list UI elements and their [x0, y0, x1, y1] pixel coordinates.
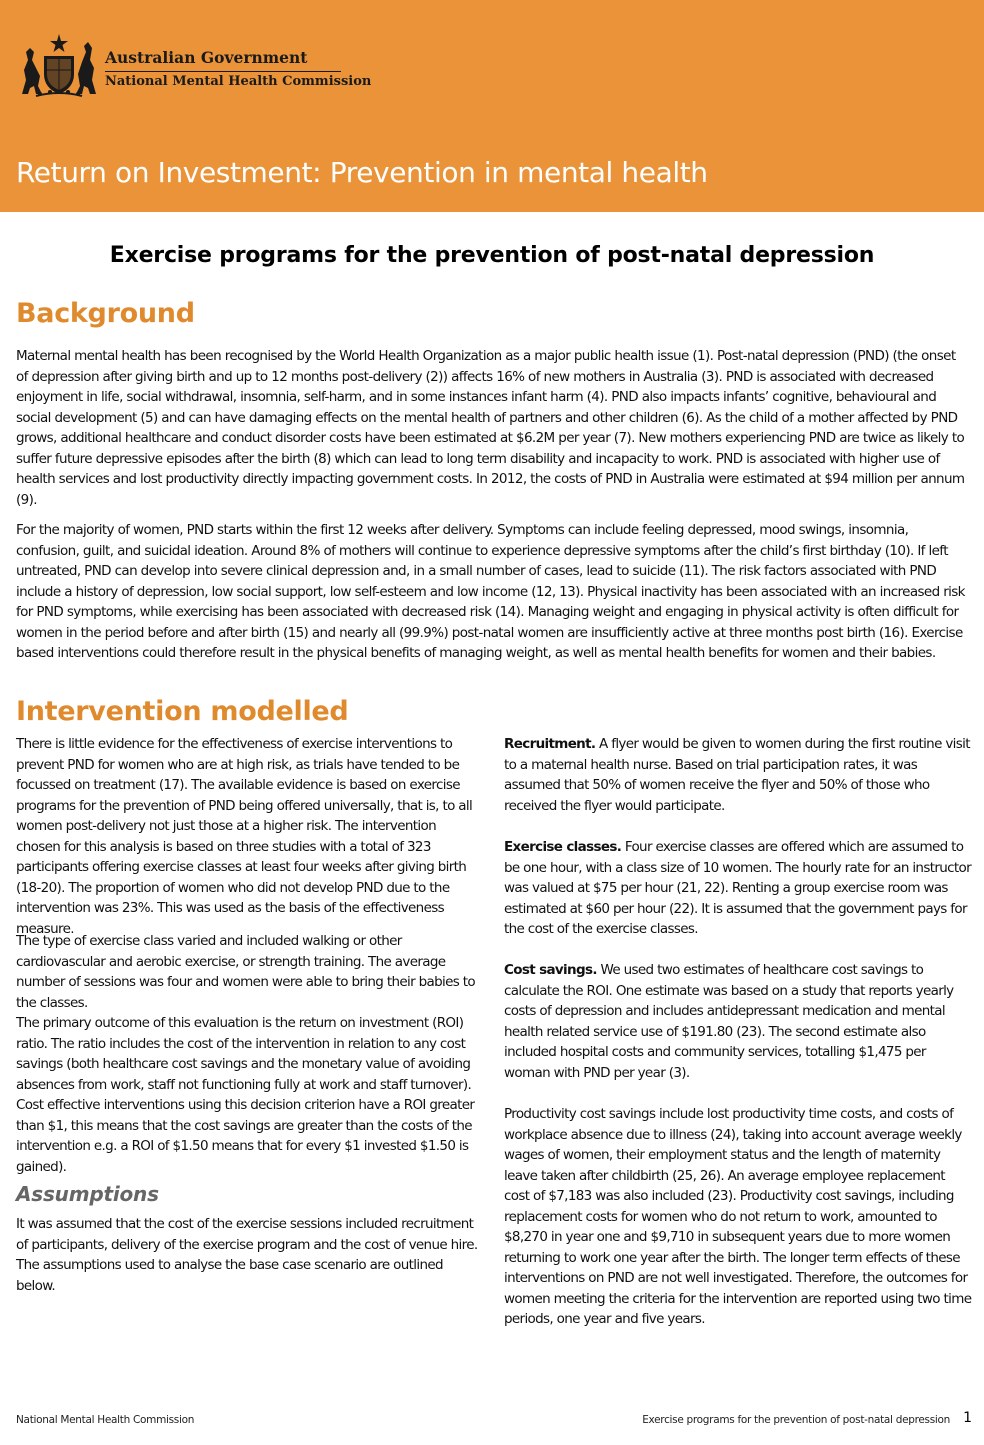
org-subtitle: National Mental Health Commission	[105, 74, 372, 89]
productivity-paragraph: Productivity cost savings include lost productivity time costs, and costs of workplace absence due to illness (24), taking into account average weekly wages of women, their employment status and the length of maternity leave taken after childbirth (25, 26). An average employee replacement cost of $7,183 was also included (23). Productivity cost savings, including replacement costs for women who do not return to work, amounted to $8,270 in year one and $9,710 in subsequent years due to more women returning to work one year after the birth. The longer term effects of these interventions on PND are not well investigated. Therefore, the outcomes for women meeting the criteria for the intervention are reported using two time periods, one year and five years.	[504, 1106, 972, 1327]
background-paragraph-1: Maternal mental health has been recognised by the World Health Organization as a major public health issue (1). Post-natal depression (PND) (the onset of depression after giving birth and up to 12 months post-delivery (2)) affects 16% of new mothers in Australia (3). PND is associated with decreased enjoyment in life, social withdrawal, insomnia, self-harm, and in some instances infant harm (4). PND also impacts infants’ cognitive, behavioural and social development (5) and can have damaging effects on the mental health of partners and other children (6). As the child of a mother affected by PND grows, additional healthcare and conduct disorder costs have been estimated at $6.2M per year (7). New mothers experiencing PND are twice as likely to suffer future depressive episodes after the birth (8) which can lead to long term disability and incapacity to work. PND is associated with higher use of health services and lost productivity directly impacting government costs. In 2012, the costs of PND in Australia were estimated at $94 million per annum (9).	[16, 348, 965, 508]
cost-savings-text: We used two estimates of healthcare cost savings to calculate the ROI. One estimate was based on a study that reports yearly costs of depression and includes antidepressant medication and mental health related service use of $191.80 (23). The second estimate also included hospital costs and community services, totalling $1,475 per woman with PND per year (3).	[504, 962, 954, 1081]
coat-of-arms-icon	[16, 30, 102, 100]
document-title: Exercise programs for the prevention of post-natal depression	[109, 243, 875, 268]
footer-organisation: National Mental Health Commission	[16, 1414, 195, 1426]
exercise-classes-text: Four exercise classes are offered which are assumed to be one hour, with a class size of 10 women. The hourly rate for an instructor was valued at $75 per hour (21, 22). Renting a group exercise room was estimated at $60 per hour (22). It is assumed that the government pays for the cost of the exercise classes.	[504, 839, 972, 937]
cost-savings-label: Cost savings.	[504, 962, 597, 978]
recruitment-text: A flyer would be given to women during the first routine visit to a maternal health nurse. Based on trial participation rates, it was assumed that 50% of women receive the flyer and 50% of those who received the flyer would participate.	[504, 736, 970, 814]
exercise-classes-label: Exercise classes.	[504, 839, 622, 855]
logo-divider	[105, 71, 341, 72]
org-name: Australian Government	[105, 48, 308, 67]
footer-document-title: Exercise programs for the prevention of post-natal depression	[642, 1414, 950, 1426]
intervention-heading: Intervention modelled	[16, 696, 349, 727]
series-title: Return on Investment: Prevention in mental health	[16, 156, 708, 189]
cost-savings-paragraph	[504, 960, 972, 1083]
page-number: 1	[963, 1410, 972, 1426]
assumptions-heading: Assumptions	[16, 1182, 159, 1206]
assumptions-paragraph: It was assumed that the cost of the exercise sessions included recruitment of participants, delivery of the exercise program and the cost of venue hire. The assumptions used to analyse the base case scenario are outlined below.	[16, 1216, 478, 1294]
intervention-paragraph-3: The primary outcome of this evaluation is the return on investment (ROI) ratio. The ratio includes the cost of the intervention in relation to any cost savings (both healthcare cost savings and the monetary value of avoiding absences from work, staff not functioning fully at work and staff turnover). Cost effective interventions using this decision criterion have a ROI greater than $1, this means that the cost savings are greater than the costs of the intervention e.g. a ROI of $1.50 means that for every $1 invested $1.50 is gained).	[16, 1015, 475, 1175]
background-heading: Background	[16, 298, 195, 329]
government-logo	[16, 30, 372, 100]
recruitment-paragraph	[504, 734, 972, 816]
intervention-paragraph-1: There is little evidence for the effectiveness of exercise interventions to prevent PND for women who are at high risk, as trials have tended to be focussed on treatment (17). The available evidence is based on exercise programs for the prevention of PND being offered universally, that is, to all women post-delivery not just those at a higher risk. The intervention chosen for this analysis is based on three studies with a total of 323 participants offering exercise classes at least four weeks after giving birth (18-20). The proportion of women who did not develop PND due to the intervention was 23%. This was used as the basis of the effectiveness measure.	[16, 736, 473, 937]
intervention-paragraph-2: The type of exercise class varied and included walking or other cardiovascular and aerobic exercise, or strength training. The average number of sessions was four and women were able to bring their babies to the classes.	[16, 933, 476, 1011]
header-banner	[0, 0, 984, 212]
background-paragraph-2: For the majority of women, PND starts within the first 12 weeks after delivery. Symptoms can include feeling depressed, mood swings, insomnia, confusion, guilt, and suicidal ideation. Around 8% of mothers will continue to experience depressive symptoms after the child’s first birthday (10). If left untreated, PND can develop into severe clinical depression and, in a small number of cases, lead to suicide (11). The risk factors associated with PND include a history of depression, low social support, low self-esteem and low income (12, 13). Physical inactivity has been associated with an increased risk for PND symptoms, while exercising has been associated with decreased risk (14). Managing weight and engaging in physical activity is often difficult for women in the period before and after birth (15) and nearly all (99.9%) post-natal women are insufficiently active at three months post birth (16). Exercise based interventions could therefore result in the physical benefits of managing weight, as well as mental health benefits for women and their babies.	[16, 522, 965, 661]
recruitment-label: Recruitment.	[504, 736, 596, 752]
exercise-classes-paragraph	[504, 837, 972, 940]
